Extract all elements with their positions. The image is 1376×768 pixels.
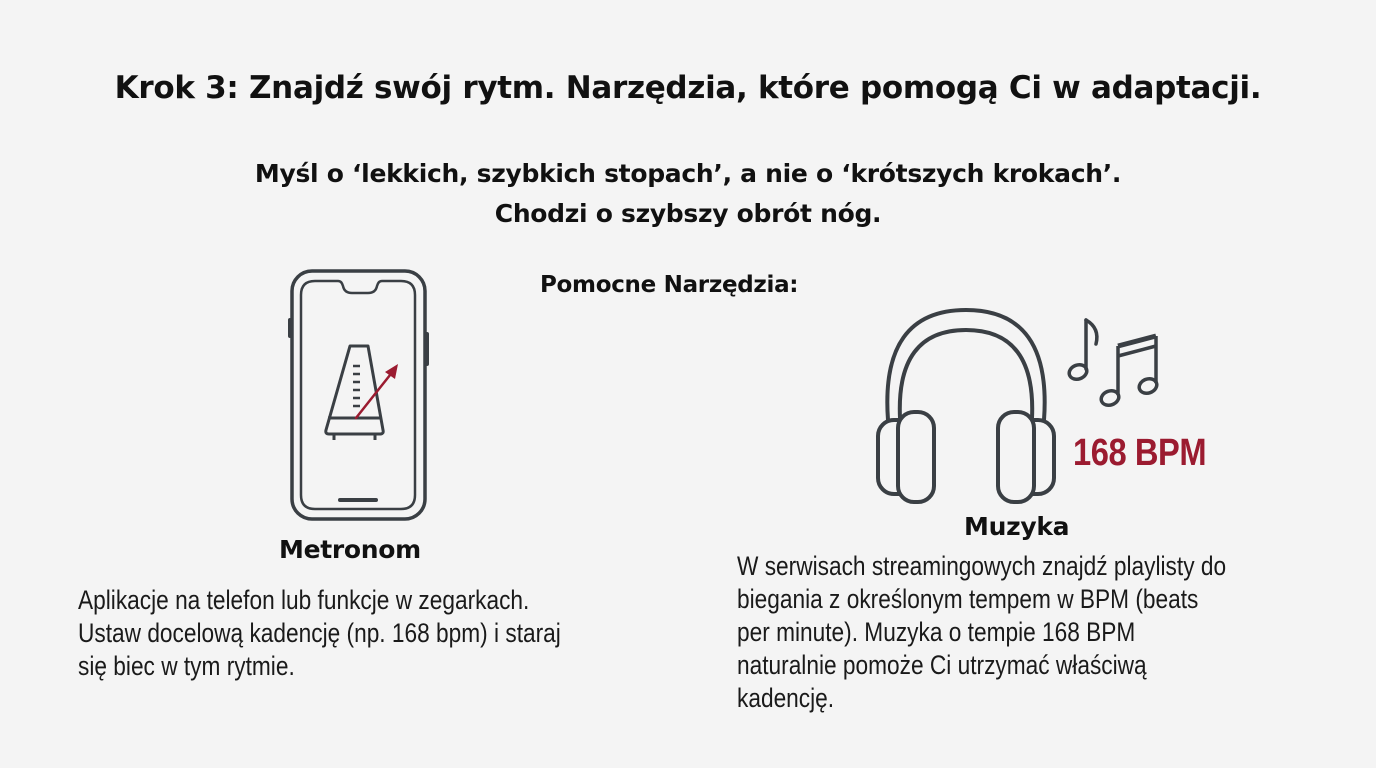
description-line: kadencję. [737,683,835,713]
tools-heading: Pomocne Narzędzia: [540,272,799,298]
subtitle-line: Myśl o ‘lekkich, szybkich stopach’, a nie o ‘krótszych krokach’. [254,159,1122,188]
description-line: się biec w tym rytmie. [78,651,295,681]
description-line: Aplikacje na telefon lub funkcje w zegarkach. [78,585,530,615]
music-title: Muzyka [964,512,1070,541]
bpm-badge: 168 BPM [1073,432,1207,474]
description-line: Ustaw docelową kadencję (np. 168 bpm) i staraj [78,618,561,648]
description-line: naturalnie pomoże Ci utrzymać właściwą [737,650,1147,680]
music-description [737,550,1325,715]
description-line: W serwisach streamingowych znajdź playlisty do [737,551,1227,581]
headphones-icon [866,300,1066,505]
phone-metronome-icon [284,266,434,526]
metronome-title: Metronom [279,535,421,564]
description-line: biegania z określonym tempem w BPM (beats [737,584,1199,614]
subtitle-line: Chodzi o szybszy obrót nóg. [494,199,882,228]
metronome-description [78,584,632,683]
page-title: Krok 3: Znajdź swój rytm. Narzędzia, które pomogą Ci w adaptacji. [114,70,1262,106]
description-line: per minute). Muzyka o tempie 168 BPM [737,617,1136,647]
subtitle [0,154,1376,234]
music-notes-icon [1062,314,1168,410]
